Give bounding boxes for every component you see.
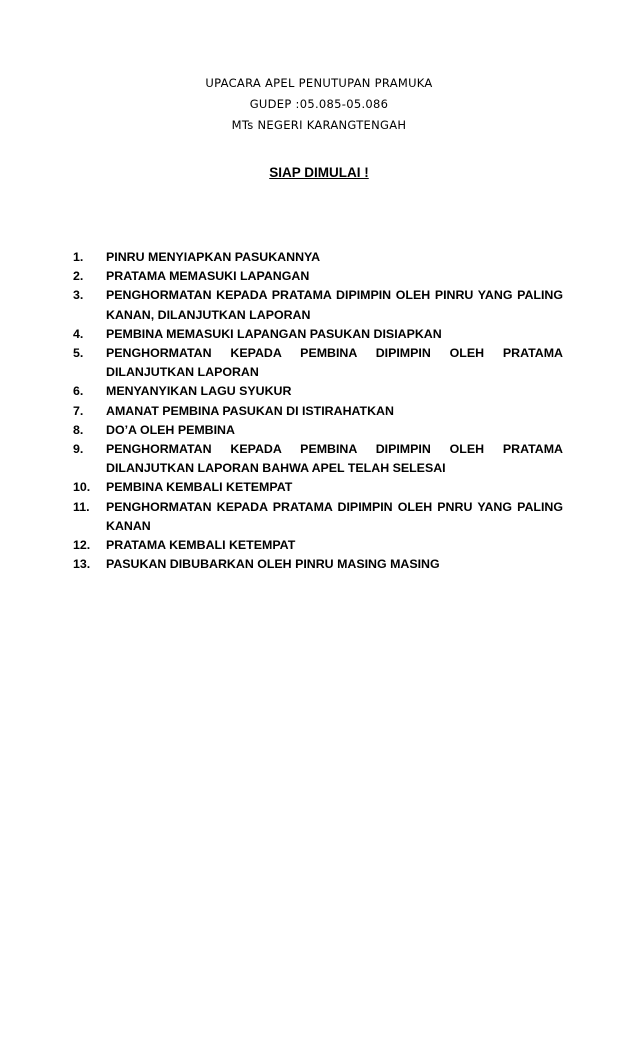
- item-text: [106, 478, 563, 497]
- item-text: [106, 344, 563, 382]
- header-school: MTs NEGERI KARANGTENGAH: [231, 118, 407, 132]
- item-text: [106, 498, 563, 536]
- item-number: 13.: [73, 557, 91, 572]
- item-text: [106, 555, 563, 574]
- item-text: [106, 248, 563, 267]
- item-number: 11.: [73, 499, 90, 514]
- list-item: [73, 555, 563, 574]
- item-number: 6.: [73, 384, 84, 399]
- header-title: UPACARA APEL PENUTUPAN PRAMUKA: [205, 76, 433, 90]
- list-item: [73, 286, 563, 324]
- item-text-line: KANAN: [106, 518, 151, 533]
- item-number: 5.: [73, 346, 84, 361]
- item-text-line: PEMBINA MEMASUKI LAPANGAN PASUKAN DISIAPKAN: [106, 326, 442, 341]
- item-number: 9.: [73, 442, 84, 457]
- item-text: [106, 325, 563, 344]
- item-text-line: MENYANYIKAN LAGU SYUKUR: [106, 384, 292, 399]
- item-number: 3.: [73, 288, 84, 303]
- subtitle: SIAP DIMULAI !: [269, 165, 369, 180]
- item-text-line: PENGHORMATAN KEPADA PEMBINA DIPIMPIN OLEH PRATAMA: [106, 346, 563, 361]
- item-text-line: PINRU MENYIAPKAN PASUKANNYA: [106, 250, 321, 264]
- item-text-line: PRATAMA MEMASUKI LAPANGAN: [106, 269, 310, 284]
- item-number: 2.: [73, 269, 84, 284]
- item-text: [106, 536, 563, 555]
- item-text-line: PENGHORMATAN KEPADA PRATAMA DIPIMPIN OLEH PNRU YANG PALING: [106, 499, 563, 514]
- list-item: [73, 498, 563, 536]
- header-gudep: GUDEP :05.085-05.086: [249, 97, 389, 111]
- item-text-line: AMANAT PEMBINA PASUKAN DI ISTIRAHATKAN: [106, 403, 394, 418]
- item-text-line: PASUKAN DIBUBARKAN OLEH PINRU MASING MASING: [106, 557, 440, 572]
- list-item: [73, 402, 563, 421]
- agenda-list: [73, 248, 563, 574]
- item-number: 12.: [73, 538, 91, 553]
- list-item: [73, 478, 563, 497]
- list-item: [73, 267, 563, 286]
- item-text: [106, 286, 563, 324]
- item-number: 4.: [73, 326, 84, 341]
- item-text-line: PENGHORMATAN KEPADA PEMBINA DIPIMPIN OLEH PRATAMA: [106, 442, 563, 457]
- item-text: [106, 402, 563, 421]
- list-item: [73, 325, 563, 344]
- item-text-line: DO’A OLEH PEMBINA: [106, 422, 235, 437]
- item-text-line: PENGHORMATAN KEPADA PRATAMA DIPIMPIN OLEH PINRU YANG PALING: [106, 288, 563, 303]
- item-text: [106, 421, 563, 440]
- list-item: [73, 536, 563, 555]
- list-item: [73, 248, 563, 267]
- item-text: [106, 267, 563, 286]
- list-item: [73, 440, 563, 478]
- list-item: [73, 344, 563, 382]
- item-text-line: KANAN, DILANJUTKAN LAPORAN: [106, 307, 311, 322]
- list-item: [73, 382, 563, 401]
- item-number: 1.: [73, 250, 84, 264]
- item-text: [106, 440, 563, 478]
- item-number: 7.: [73, 403, 84, 418]
- item-number: 10.: [73, 480, 91, 495]
- item-text: [106, 382, 563, 401]
- item-text-line: DILANJUTKAN LAPORAN: [106, 365, 259, 380]
- item-number: 8.: [73, 422, 84, 437]
- item-text-line: PRATAMA KEMBALI KETEMPAT: [106, 538, 296, 553]
- list-item: [73, 421, 563, 440]
- item-text-line: PEMBINA KEMBALI KETEMPAT: [106, 480, 293, 495]
- item-text-line: DILANJUTKAN LAPORAN BAHWA APEL TELAH SELESAI: [106, 461, 446, 476]
